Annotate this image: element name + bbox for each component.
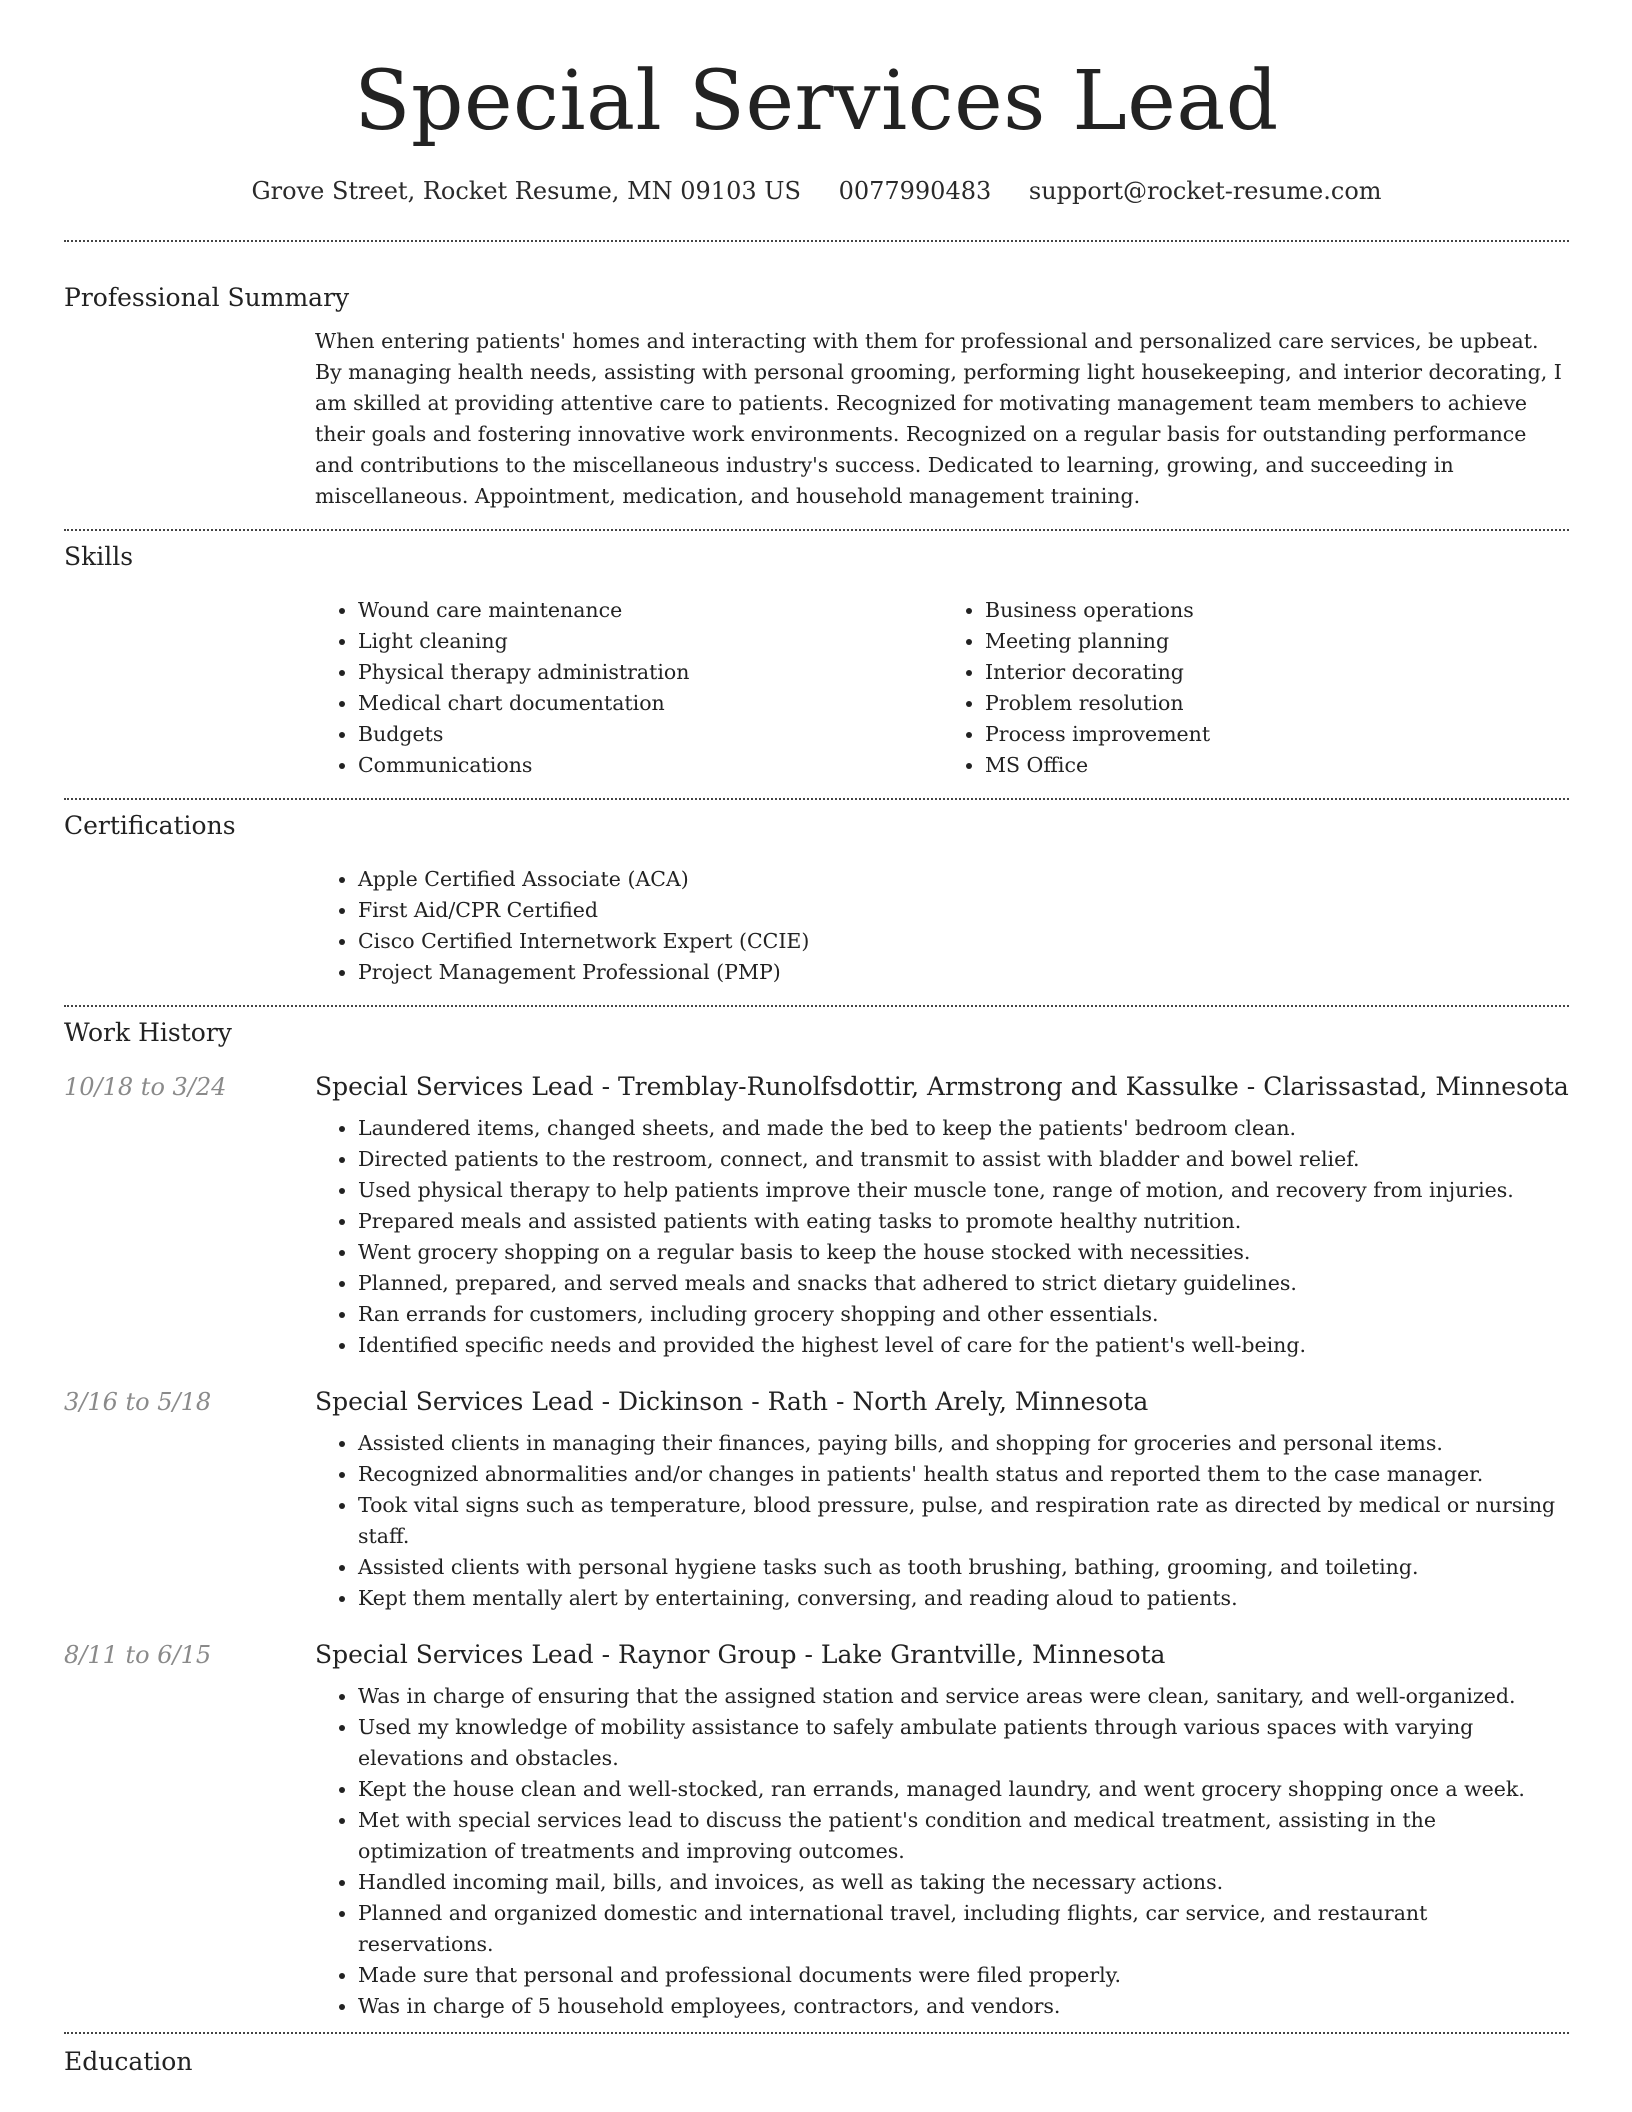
job-title: Special Services Lead - Raynor Group - Lake Grantville, Minnesota — [315, 1640, 1166, 1669]
section-title-skills: Skills — [64, 542, 134, 571]
job-dates: 10/18 to 3/24 — [64, 1073, 227, 1101]
skill-item: • MS Office — [985, 750, 1569, 781]
resume-name: Special Services Lead — [354, 54, 1279, 149]
job-entry — [64, 1072, 1569, 1361]
skill-item: • Physical therapy administration — [358, 657, 942, 688]
job-bullet: • Went grocery shopping on a regular basis to keep the house stocked with necessities. — [358, 1237, 1569, 1268]
certification-item: • Apple Certified Associate (ACA) — [358, 864, 1569, 895]
skill-item: • Budgets — [358, 719, 942, 750]
job-bullets — [315, 1428, 1569, 1614]
job-bullet-list — [315, 1681, 1569, 2022]
job-bullet: • Prepared meals and assisted patients with eating tasks to promote healthy nutrition. — [358, 1206, 1569, 1237]
certifications-section — [64, 810, 1569, 988]
job-bullet: • Was in charge of 5 household employees, contractors, and vendors. — [358, 1991, 1569, 2022]
job-bullet: • Planned and organized domestic and international travel, including flights, car service, and restaurant reservations. — [358, 1898, 1569, 1960]
job-bullet: • Kept the house clean and well-stocked, ran errands, managed laundry, and went grocery shopping once a week. — [358, 1774, 1569, 1805]
job-bullets — [315, 1113, 1569, 1361]
skills-list-right — [942, 595, 1569, 781]
section-divider — [64, 2032, 1569, 2034]
section-title-certifications: Certifications — [64, 811, 236, 840]
section-title-education: Education — [64, 2047, 193, 2076]
job-bullet: • Recognized abnormalities and/or changes in patients' health status and reported them to the case manager. — [358, 1459, 1569, 1490]
skill-item: • Wound care maintenance — [358, 595, 942, 626]
job-bullet: • Kept them mentally alert by entertaining, conversing, and reading aloud to patients. — [358, 1583, 1569, 1614]
certification-item: • Cisco Certified Internetwork Expert (CCIE) — [358, 926, 1569, 957]
job-bullet-list — [315, 1428, 1569, 1614]
job-bullets — [315, 1681, 1569, 2022]
job-bullet: • Used my knowledge of mobility assistance to safely ambulate patients through various spaces with varying elevations and obstacles. — [358, 1712, 1569, 1774]
job-title: Special Services Lead - Dickinson - Rath - North Arely, Minnesota — [315, 1387, 1149, 1416]
job-header — [64, 1072, 1569, 1101]
certifications-list — [315, 864, 1569, 988]
certification-item: • First Aid/CPR Certified — [358, 895, 1569, 926]
section-divider — [64, 529, 1569, 531]
skill-item: • Interior decorating — [985, 657, 1569, 688]
job-bullet: • Used physical therapy to help patients improve their muscle tone, range of motion, and recovery from injuries. — [358, 1175, 1569, 1206]
job-dates: 3/16 to 5/18 — [64, 1388, 212, 1416]
skills-columns — [315, 595, 1569, 781]
job-bullet: • Assisted clients in managing their finances, paying bills, and shopping for groceries and personal items. — [358, 1428, 1569, 1459]
certification-item: • Project Management Professional (PMP) — [358, 957, 1569, 988]
job-bullet: • Handled incoming mail, bills, and invoices, as well as taking the necessary actions. — [358, 1867, 1569, 1898]
work-history-section — [64, 1017, 1569, 2022]
job-bullet: • Identified specific needs and provided the highest level of care for the patient's well-being. — [358, 1330, 1569, 1361]
job-bullet-list — [315, 1113, 1569, 1361]
contact-email[interactable]: support@rocket-resume.com — [1028, 177, 1382, 205]
skill-item: • Business operations — [985, 595, 1569, 626]
job-header — [64, 1387, 1569, 1416]
skill-item: • Problem resolution — [985, 688, 1569, 719]
job-bullet: • Planned, prepared, and served meals and snacks that adhered to strict dietary guidelines. — [358, 1268, 1569, 1299]
section-title-work-history: Work History — [64, 1018, 232, 1047]
section-divider — [64, 240, 1569, 242]
contact-address: Grove Street, Rocket Resume, MN 09103 US — [251, 177, 801, 205]
job-bullet: • Ran errands for customers, including grocery shopping and other essentials. — [358, 1299, 1569, 1330]
job-dates: 8/11 to 6/15 — [64, 1641, 212, 1669]
job-bullet: • Met with special services lead to discuss the patient's condition and medical treatment, assisting in the optimization of treatments and improving outcomes. — [358, 1805, 1569, 1867]
skills-list-left — [315, 595, 942, 781]
resume-page — [64, 0, 1569, 2078]
certifications-body — [315, 864, 1569, 988]
skill-item: • Communications — [358, 750, 942, 781]
job-bullet: • Took vital signs such as temperature, blood pressure, pulse, and respiration rate as directed by medical or nursing staff. — [358, 1490, 1569, 1552]
section-divider — [64, 1005, 1569, 1007]
skill-item: • Light cleaning — [358, 626, 942, 657]
job-header — [64, 1640, 1569, 1669]
skills-section — [64, 541, 1569, 781]
job-bullet: • Assisted clients with personal hygiene tasks such as tooth brushing, bathing, grooming, and toileting. — [358, 1552, 1569, 1583]
contact-phone: 0077990483 — [838, 177, 992, 205]
summary-text: When entering patients' homes and interacting with them for professional and personalized care services, be upbeat. By managing health needs, assisting with personal grooming, performing light housekeeping, and interior decorating, I am skilled at providing attentive care to patients. Recognized for motivating management team members to achieve their goals and fostering innovative work environments. Recognized on a regular basis for outstanding performance and contributions to the miscellaneous industry's success. Dedicated to learning, growing, and succeeding in miscellaneous. Appointment, medication, and household management training. — [315, 329, 1562, 508]
section-title-summary: Professional Summary — [64, 283, 350, 312]
skill-item: • Process improvement — [985, 719, 1569, 750]
job-entry — [64, 1640, 1569, 2022]
job-bullet: • Was in charge of ensuring that the assigned station and service areas were clean, sanitary, and well-organized. — [358, 1681, 1569, 1712]
job-bullet: • Made sure that personal and professional documents were filed properly. — [358, 1960, 1569, 1991]
skill-item: • Meeting planning — [985, 626, 1569, 657]
job-bullet: • Laundered items, changed sheets, and made the bed to keep the patients' bedroom clean. — [358, 1113, 1569, 1144]
job-title: Special Services Lead - Tremblay-Runolfsdottir, Armstrong and Kassulke - Clarissastad, Minnesota — [315, 1072, 1569, 1101]
job-bullet: • Directed patients to the restroom, connect, and transmit to assist with bladder and bowel relief. — [358, 1144, 1569, 1175]
professional-summary-section — [64, 282, 1569, 512]
education-section — [64, 2046, 1569, 2078]
job-entry — [64, 1387, 1569, 1614]
skill-item: • Medical chart documentation — [358, 688, 942, 719]
contact-info — [64, 176, 1569, 206]
section-divider — [64, 798, 1569, 800]
